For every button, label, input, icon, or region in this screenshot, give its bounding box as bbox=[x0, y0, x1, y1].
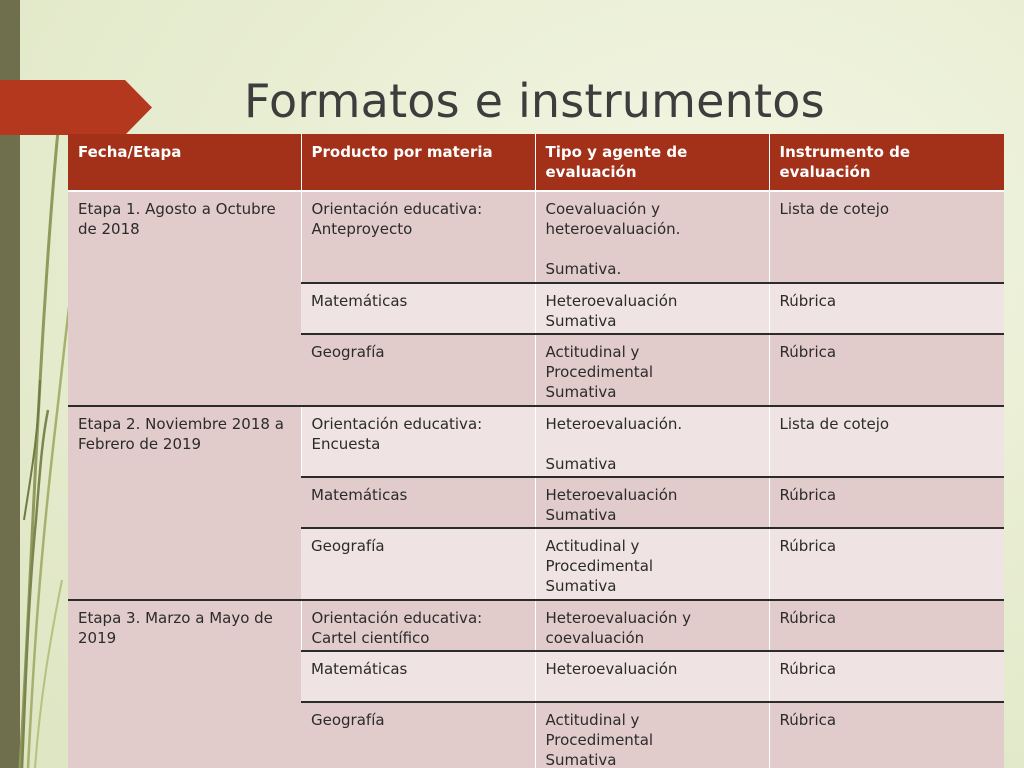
tipo-cell bbox=[535, 334, 769, 406]
instrumento-cell bbox=[769, 600, 1004, 651]
producto-text: Geografía bbox=[311, 537, 385, 555]
table-row bbox=[68, 191, 1004, 283]
slide-title: Formatos e instrumentos bbox=[244, 74, 825, 128]
instrumento-text: Rúbrica bbox=[779, 537, 837, 555]
tipo-text: Heteroevaluación Sumativa bbox=[545, 292, 678, 330]
evaluation-table-container bbox=[68, 134, 1004, 768]
instrumento-cell bbox=[769, 528, 1004, 600]
tipo-cell bbox=[535, 406, 769, 477]
producto-cell bbox=[301, 334, 535, 406]
producto-cell bbox=[301, 651, 535, 702]
tipo-extra-text: Sumativa bbox=[545, 455, 617, 473]
header-fecha-etapa: Fecha/Etapa bbox=[68, 134, 301, 191]
tipo-text: Heteroevaluación. bbox=[545, 415, 683, 433]
instrumento-text: Rúbrica bbox=[779, 609, 837, 627]
etapa-cell bbox=[68, 191, 301, 406]
tipo-cell bbox=[535, 477, 769, 528]
tipo-cell bbox=[535, 651, 769, 702]
header-producto: Producto por materia bbox=[301, 134, 535, 191]
producto-text: Matemáticas bbox=[311, 292, 408, 310]
tipo-extra-text: Sumativa. bbox=[545, 260, 622, 278]
evaluation-table bbox=[68, 134, 1004, 768]
tipo-cell bbox=[535, 283, 769, 334]
title-arrow-shape bbox=[0, 80, 152, 135]
etapa-cell bbox=[68, 406, 301, 600]
tipo-cell bbox=[535, 702, 769, 768]
etapa-label: Etapa 3. Marzo a Mayo de 2019 bbox=[78, 609, 273, 647]
etapa-cell bbox=[68, 600, 301, 768]
tipo-cell bbox=[535, 528, 769, 600]
instrumento-text: Lista de cotejo bbox=[779, 200, 890, 218]
table-header-row bbox=[68, 134, 1004, 191]
header-tipo-agente: Tipo y agente de evaluación bbox=[535, 134, 769, 191]
instrumento-cell bbox=[769, 702, 1004, 768]
tipo-text: Actitudinal y Procedimental Sumativa bbox=[545, 343, 654, 401]
etapa-label: Etapa 2. Noviembre 2018 a Febrero de 2019 bbox=[78, 415, 284, 453]
instrumento-cell bbox=[769, 651, 1004, 702]
producto-text: Matemáticas bbox=[311, 486, 408, 504]
instrumento-text: Rúbrica bbox=[779, 292, 837, 310]
header-instrumento: Instrumento de evaluación bbox=[769, 134, 1004, 191]
producto-text: Geografía bbox=[311, 343, 385, 361]
tipo-text: Actitudinal y Procedimental Sumativa bbox=[545, 711, 654, 768]
producto-text: Matemáticas bbox=[311, 660, 408, 678]
producto-cell bbox=[301, 191, 535, 283]
instrumento-cell bbox=[769, 191, 1004, 283]
table-row bbox=[68, 406, 1004, 477]
tipo-text: Actitudinal y Procedimental Sumativa bbox=[545, 537, 654, 595]
producto-text: Orientación educativa: Cartel científico bbox=[311, 609, 483, 647]
producto-cell bbox=[301, 528, 535, 600]
instrumento-cell bbox=[769, 477, 1004, 528]
producto-cell bbox=[301, 477, 535, 528]
instrumento-cell bbox=[769, 406, 1004, 477]
producto-cell bbox=[301, 702, 535, 768]
tipo-cell bbox=[535, 191, 769, 283]
instrumento-text: Rúbrica bbox=[779, 660, 837, 678]
producto-text: Orientación educativa: Anteproyecto bbox=[311, 200, 483, 238]
producto-cell bbox=[301, 406, 535, 477]
instrumento-cell bbox=[769, 283, 1004, 334]
instrumento-cell bbox=[769, 334, 1004, 406]
tipo-text: Heteroevaluación bbox=[545, 660, 678, 678]
tipo-text: Heteroevaluación y coevaluación bbox=[545, 609, 692, 647]
etapa-label: Etapa 1. Agosto a Octubre de 2018 bbox=[78, 200, 276, 238]
producto-cell bbox=[301, 283, 535, 334]
instrumento-text: Rúbrica bbox=[779, 343, 837, 361]
producto-text: Geografía bbox=[311, 711, 385, 729]
table-row bbox=[68, 600, 1004, 651]
producto-cell bbox=[301, 600, 535, 651]
producto-text: Orientación educativa: Encuesta bbox=[311, 415, 483, 453]
tipo-cell bbox=[535, 600, 769, 651]
instrumento-text: Rúbrica bbox=[779, 711, 837, 729]
tipo-text: Heteroevaluación Sumativa bbox=[545, 486, 678, 524]
tipo-text: Coevaluación y heteroevaluación. bbox=[545, 200, 681, 238]
instrumento-text: Rúbrica bbox=[779, 486, 837, 504]
instrumento-text: Lista de cotejo bbox=[779, 415, 890, 433]
